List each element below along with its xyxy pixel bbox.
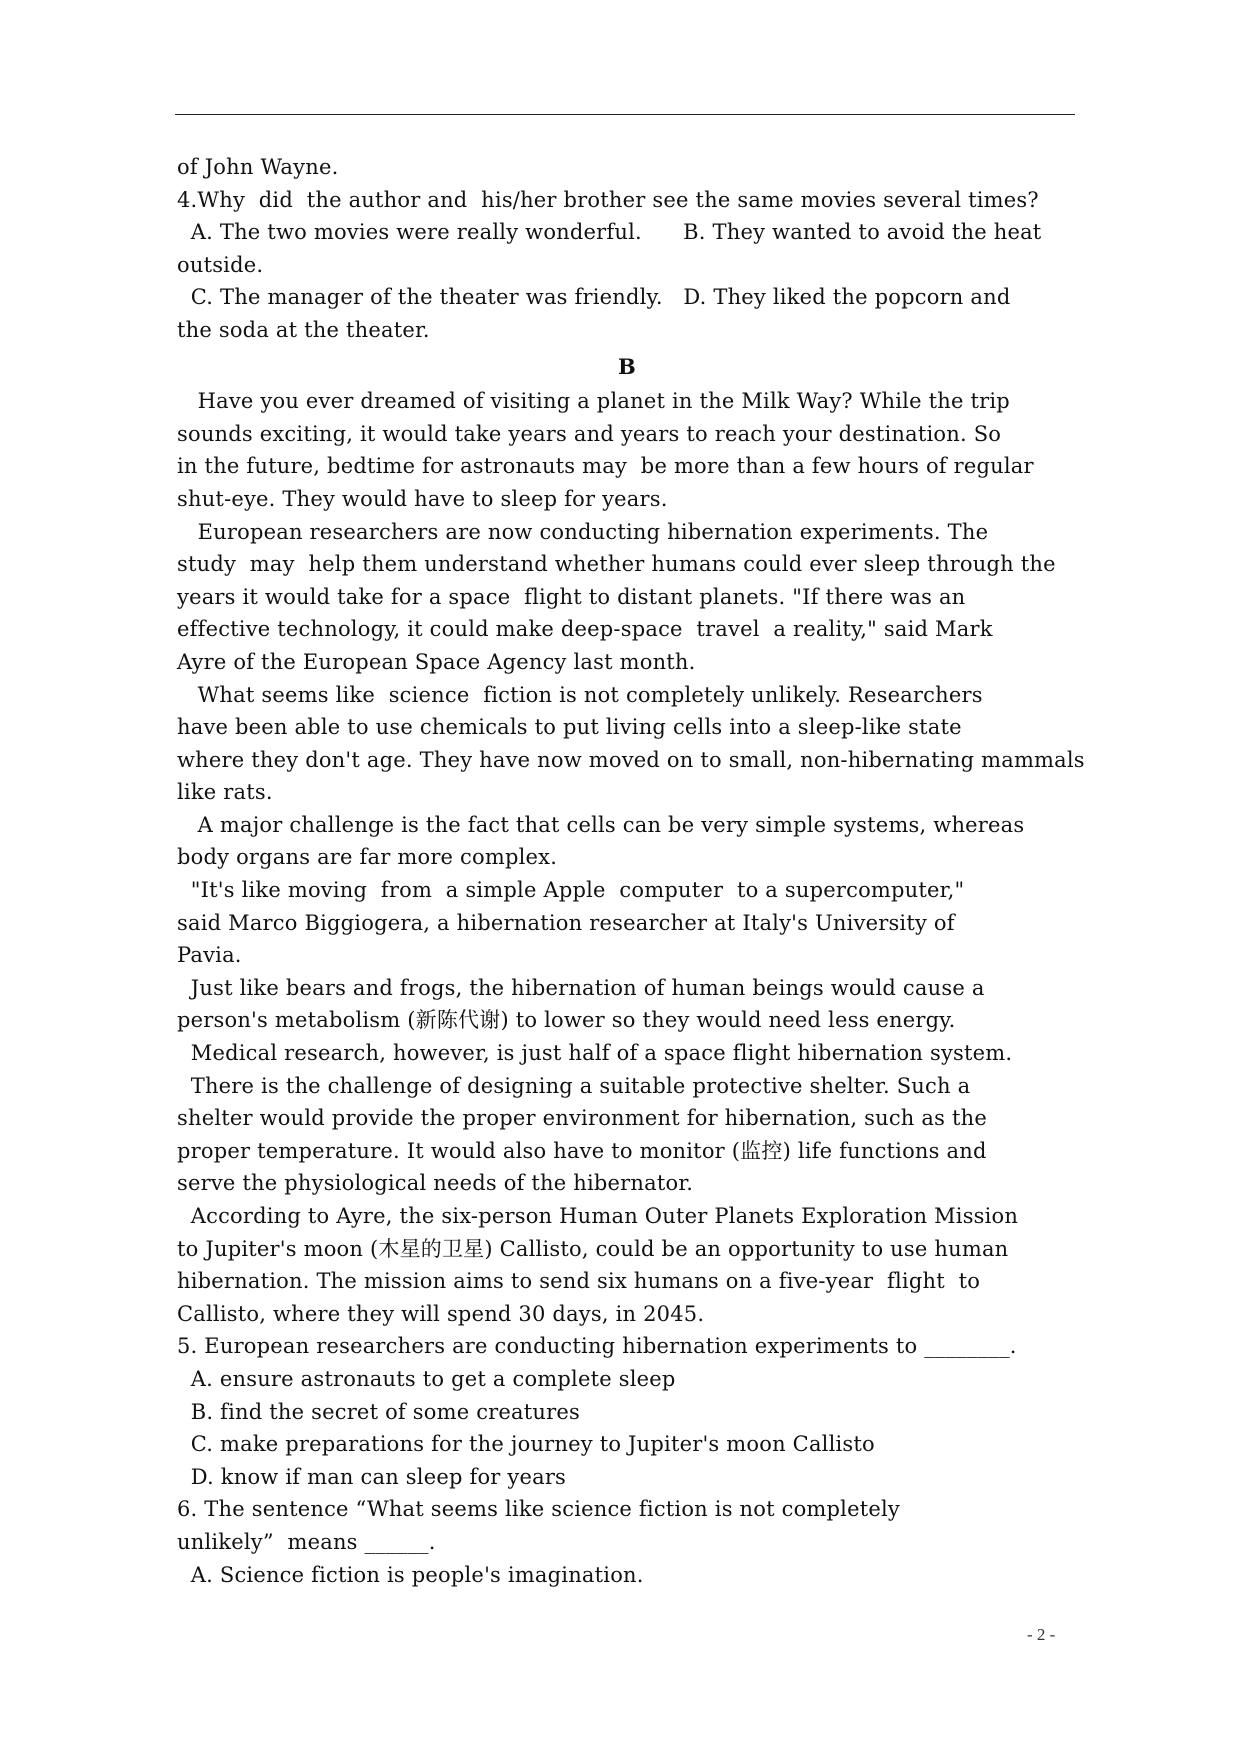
passage-line: where they don't age. They have now moved on to small, non-hibernating mammals [177,747,1085,772]
option-a: A. ensure astronauts to get a complete sleep [177,1366,676,1391]
passage-line: shelter would provide the proper environment for hibernation, such as the [177,1106,987,1131]
question-4: 4.Why did the author and his/her brother see the same movies several times? [177,187,1039,212]
passage-line: said Marco Biggiogera, a hibernation researcher at Italy's University of [177,910,955,935]
passage-line: years it would take for a space flight to distant planets. "If there was an [177,584,966,609]
text-line: A. The two movies were really wonderful. B. They wanted to avoid the heat [177,220,1042,245]
passage-line: hibernation. The mission aims to send six humans on a five-year flight to [177,1269,981,1294]
question-6: 6. The sentence “What seems like science fiction is not completely [177,1497,900,1522]
text-line: the soda at the theater. [177,317,430,342]
passage-line: proper temperature. It would also have to monitor (监控) life functions and [177,1138,987,1163]
passage-line: to Jupiter's moon (木星的卫星) Callisto, could be an opportunity to use human [177,1236,1009,1261]
text-line: of John Wayne. [177,155,339,179]
passage-line: European researchers are now conducting hibernation experiments. The [177,519,989,544]
passage-line: study may help them understand whether humans could ever sleep through the [177,552,1056,577]
page-number: - 2 - [1027,1625,1056,1644]
option-d: D. know if man can sleep for years [177,1464,567,1489]
passage-line: "It's like moving from a simple Apple computer to a supercomputer," [177,878,965,903]
passage-line: body organs are far more complex. [177,845,558,870]
passage-line: Pavia. [177,943,242,968]
passage-line: Ayre of the European Space Agency last month. [177,649,696,674]
passage-line: like rats. [177,780,273,805]
passage-line: There is the challenge of designing a suitable protective shelter. Such a [177,1073,971,1098]
passage-line: Callisto, where they will spend 30 days, in 2045. [177,1301,705,1326]
question-6-cont: unlikely” means ______. [177,1529,436,1554]
passage-line: A major challenge is the fact that cells can be very simple systems, whereas [177,812,1025,837]
passage-line: person's metabolism (新陈代谢) to lower so they would need less energy. [177,1008,956,1033]
option-a: A. Science fiction is people's imagination. [177,1562,644,1587]
document-body [177,151,1085,1591]
option-c: C. make preparations for the journey to Jupiter's moon Callisto [177,1432,875,1457]
text-line: C. The manager of the theater was friendly. D. They liked the popcorn and [177,285,1011,310]
header-rule [175,114,1075,115]
text-line: outside. [177,252,264,277]
section-heading-b: B [618,353,636,379]
passage-line: in the future, bedtime for astronauts may be more than a few hours of regular [177,454,1034,479]
passage-line: effective technology, it could make deep-space travel a reality," said Mark [177,617,993,642]
passage-line: Have you ever dreamed of visiting a planet in the Milk Way? While the trip [177,389,1010,414]
passage-line: What seems like science fiction is not completely unlikely. Researchers [177,682,983,707]
passage-line: sounds exciting, it would take years and years to reach your destination. So [177,421,1002,446]
passage-line: have been able to use chemicals to put living cells into a sleep-like state [177,715,962,740]
question-5: 5. European researchers are conducting hibernation experiments to ________. [177,1334,1017,1359]
option-b: B. find the secret of some creatures [177,1399,580,1424]
passage-line: Just like bears and frogs, the hibernation of human beings would cause a [177,975,985,1000]
passage-line: According to Ayre, the six-person Human Outer Planets Exploration Mission [177,1204,1019,1228]
passage-line: Medical research, however, is just half of a space flight hibernation system. [177,1041,1013,1066]
passage-line: shut-eye. They would have to sleep for years. [177,486,668,511]
passage-line: serve the physiological needs of the hibernator. [177,1171,694,1196]
